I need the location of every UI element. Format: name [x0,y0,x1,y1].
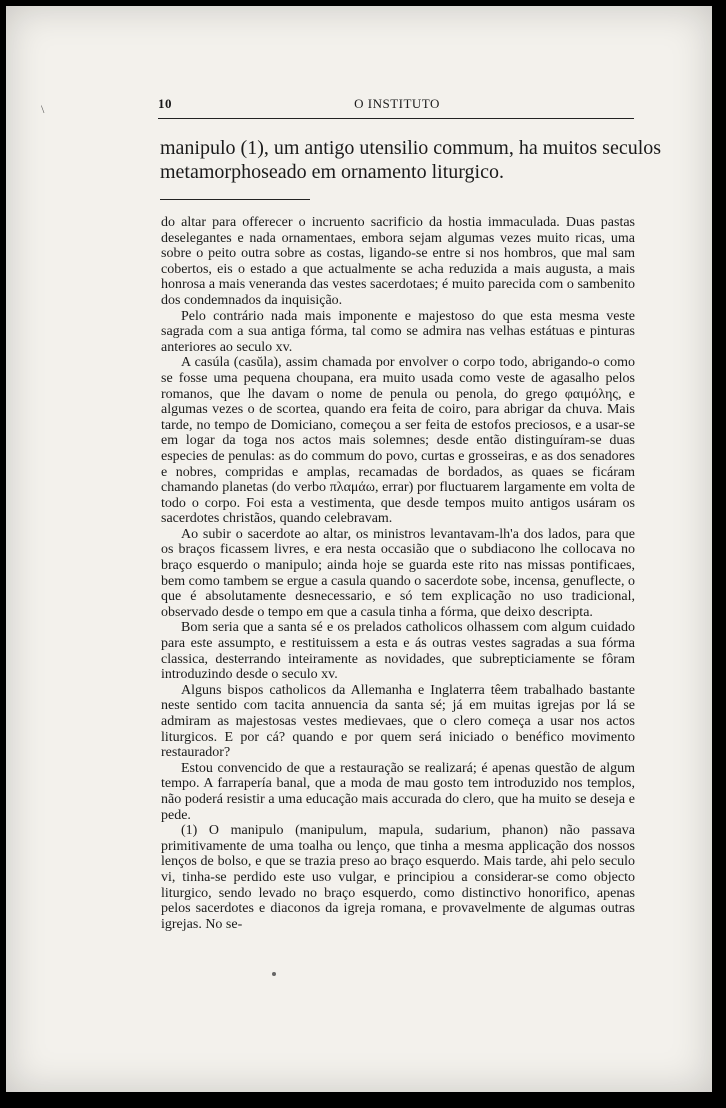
paragraph: Alguns bispos catholicos da Allemanha e Inglaterra têem trabalhado bastante neste sentido com tacita annuencia da santa sé; já em muitas igrejas por lá se admiram as majestosas vestes medievaes, que o clero começa a usar nos actos liturgicos. E por cá? quando e por quem será iniciado o benéfico movimento restaurador? [161,682,635,761]
paragraph: Ao subir o sacerdote ao altar, os ministros levantavam-lh'a dos lados, para que os braços ficassem livres, e era nesta occasião que o subdiacono lhe collocava no braço esquerdo o manipulo; ainda hoje se guarda este rito nas missas pontificaes, bem como tambem se ergue a casula quando o sacerdote sobe, incensa, genuflecte, o que é absolutamente desnecessario, e só tem explicação no uso tradicional, observado desde o tempo em que a casula tinha a fórma, que deixo descripta. [161,526,636,620]
ink-speck [272,972,276,976]
paragraph: A casúla (casŭla), assim chamada por envolver o corpo todo, abrigando-o como se fosse uma pequena choupana, era muito usada como veste de agasalho pelos romanos, que lhe davam o nome de penula ou penola, do grego φαιμόλης, e algumas vezes o de scortea, quando era feita de coiro, para abrigar da chuva. Mais tarde, no tempo de Domiciano, começou a ser feita de estofos preciosos, e a usar-se em logar da toga nos actos mais solemnes; desde então distinguíram-se duas especies de penulas: as do commum do povo, curtas e grosseiras, e as dos senadores e nobres, compridas e amplas, recamadas de bordados, as quaes se ficáram chamando planetas (do verbo πλαμάω, errar) por fluctuarem largamente em volta de todo o corpo. Foi esta a vestimenta, que desde tempos muito antigos usáram os sacerdotes christãos, quando celebravam. [161,355,635,527]
margin-mark: \ [41,102,45,116]
paragraph-continued: do altar para offerecer o incruento sacrificio da hostia immaculada. Duas pastas deselegantes e nada ornamentaes, embora sejam algumas vezes muito ricas, uma sobre o peito outra sobre as costas, ligando-se entre si nos hombros, que mal sam cobertos, eis o estado a que actualmente se acha reduzida a mais augusta, a mais honrosa a mais veneranda das vestes sacerdotaes; é muito parecida com o sambenito dos condemnados da inquisição. [161,215,635,308]
paragraph: Pelo contrário nada mais imponente e majestoso do que esta mesma veste sagrada com a sua antiga fórma, tal como se admira nas velhas estátuas e pinturas anteriores ao seculo xv. [161,308,635,355]
page-number: 10 [158,96,172,111]
paragraph: Estou convencido de que a restauração se realizará; é apenas questão de algum tempo. A farrapería banal, que a moda de mau gosto tem introduzido nos templos, não poderá resistir a uma educação mais accurada do clero, que ha muito se deseja e pede. [161,760,635,823]
footnote-1: (1) O manipulo (manipulum, mapula, sudarium, phanon) não passava primitivamente de uma toalha ou lenço, que tinha a mesma applicação dos nossos lenços de bolso, e que se trazia preso ao braço esquerdo. Mais tarde, ahi pelo seculo vi, tinha-se perdido este uso vulgar, e principiou a considerar-se como objecto liturgico, sendo levado no braço esquerdo, como distinctivo honorifico, apenas pelos sacerdotes e diaconos da igreja romana, e provavelmente de algumas outras igrejas. No se- [161,823,635,932]
lead-text [160,136,662,184]
paragraph: Bom seria que a santa sé e os prelados catholicos olhassem com algum cuidado para este assumpto, e restituissem a esta e ás outras vestes sagradas a sua fórma classica, desterrando inteiramente as novidades, que subrepticiamente se fôram introduzindo desde o seculo xv. [161,620,635,683]
scanned-page [6,6,712,1092]
running-header [158,96,636,118]
lead-line-2: metamorphoseado em ornamento liturgico. [160,161,504,183]
lead-line-1: manipulo (1), um antigo utensilio commum, ha muitos seculos [160,137,662,159]
running-title: O INSTITUTO [354,96,440,111]
footnote-separator-rule [160,199,310,200]
footnote-body [161,215,635,932]
header-rule [158,118,634,119]
